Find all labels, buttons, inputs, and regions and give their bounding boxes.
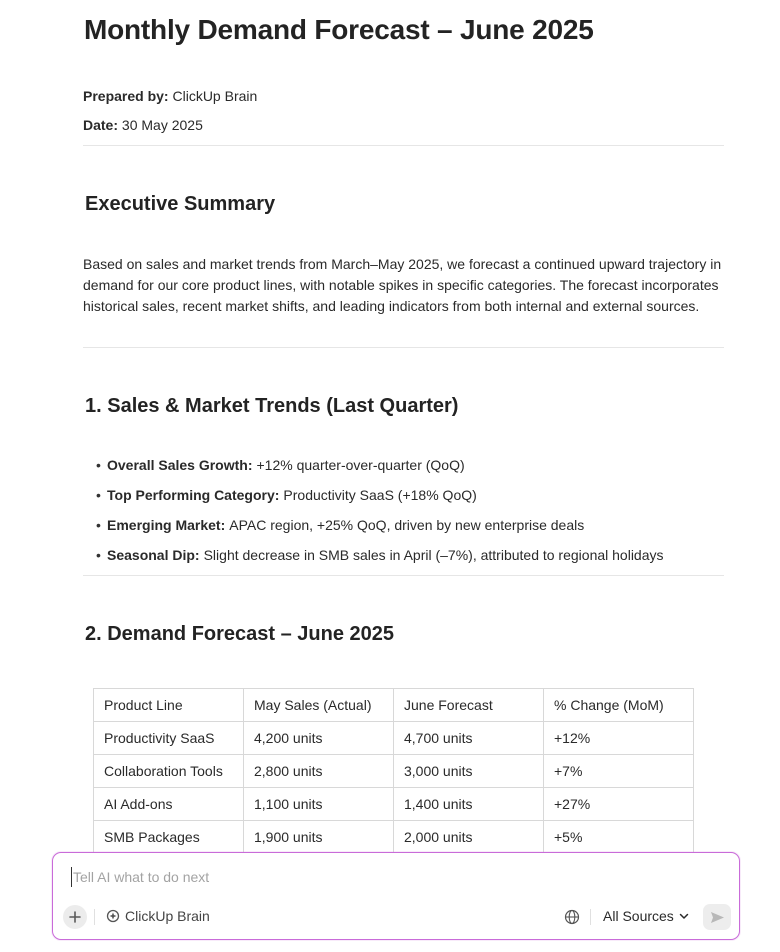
table-header-cell[interactable]: May Sales (Actual) [244,689,394,722]
table-cell[interactable]: 2,000 units [394,821,544,854]
table-cell[interactable]: 1,100 units [244,788,394,821]
divider [83,347,724,348]
brain-icon [106,909,120,923]
date-value: 30 May 2025 [121,117,203,133]
table-cell[interactable]: AI Add-ons [94,788,244,821]
list-item-text: APAC region, +25% QoQ, driven by new enterprise deals [229,517,585,533]
table-cell[interactable]: +12% [544,722,694,755]
table-cell[interactable]: 4,200 units [244,722,394,755]
table-cell[interactable]: Productivity SaaS [94,722,244,755]
table-header-cell[interactable]: % Change (MoM) [544,689,694,722]
table-cell[interactable]: 1,900 units [244,821,394,854]
agent-label: ClickUp Brain [125,908,210,924]
bullet-icon: • [96,547,101,563]
trends-heading: 1. Sales & Market Trends (Last Quarter) [85,395,459,417]
table-cell[interactable]: Collaboration Tools [94,755,244,788]
forecast-heading: 2. Demand Forecast – June 2025 [85,623,395,645]
sources-label: All Sources [603,908,674,924]
list-item-text: Slight decrease in SMB sales in April (–7%), attributed to regional holidays [203,547,664,563]
table-cell[interactable]: 4,700 units [394,722,544,755]
date [83,117,203,133]
trends-list [96,455,664,575]
divider [590,909,591,925]
table-row [94,722,694,755]
table-cell[interactable]: 2,800 units [244,755,394,788]
table-cell[interactable]: +27% [544,788,694,821]
bullet-icon: • [96,457,101,473]
page-title: Monthly Demand Forecast – June 2025 [84,14,594,45]
date-label: Date: [83,117,119,133]
sources-dropdown[interactable] [603,908,689,924]
list-item-label: Seasonal Dip: [107,547,200,563]
list-item [96,485,664,515]
table-cell[interactable]: +5% [544,821,694,854]
table-row [94,755,694,788]
table-row [94,821,694,854]
prepared-by-value: ClickUp Brain [172,88,258,104]
agent-selector[interactable] [106,908,210,924]
table-header-cell[interactable]: Product Line [94,689,244,722]
ai-composer [52,852,740,940]
chevron-down-icon [679,911,689,921]
summary-text: Based on sales and market trends from March–May 2025, we forecast a continued upward trajectory in demand for our core product lines, with notable spikes in specific categories. The forecast incorporates historical sales, recent market shifts, and leading indicators from both internal and external sources. [83,256,722,314]
list-item-text: +12% quarter-over-quarter (QoQ) [256,457,465,473]
divider [83,575,724,576]
divider [94,909,95,925]
send-icon [710,911,725,924]
ai-prompt-input[interactable] [71,867,671,887]
send-button[interactable] [703,904,731,930]
table-cell[interactable]: 3,000 units [394,755,544,788]
forecast-table[interactable] [93,688,694,845]
table-header-cell[interactable]: June Forecast [394,689,544,722]
divider [83,145,724,146]
bullet-icon: • [96,487,101,503]
list-item-label: Emerging Market: [107,517,226,533]
plus-icon [69,911,81,923]
table-cell[interactable]: SMB Packages [94,821,244,854]
list-item-text: Productivity SaaS (+18% QoQ) [283,487,477,503]
table-cell[interactable]: +7% [544,755,694,788]
table-row [94,788,694,821]
list-item [96,455,664,485]
prepared-by [83,88,257,104]
bullet-icon: • [96,517,101,533]
list-item [96,545,664,575]
table-cell[interactable]: 1,400 units [394,788,544,821]
table-header-row [94,689,694,722]
prepared-by-label: Prepared by: [83,88,169,104]
list-item-label: Top Performing Category: [107,487,280,503]
add-button[interactable] [63,905,87,929]
list-item-label: Overall Sales Growth: [107,457,253,473]
globe-icon[interactable] [564,909,580,925]
summary-heading: Executive Summary [85,193,276,215]
list-item [96,515,664,545]
